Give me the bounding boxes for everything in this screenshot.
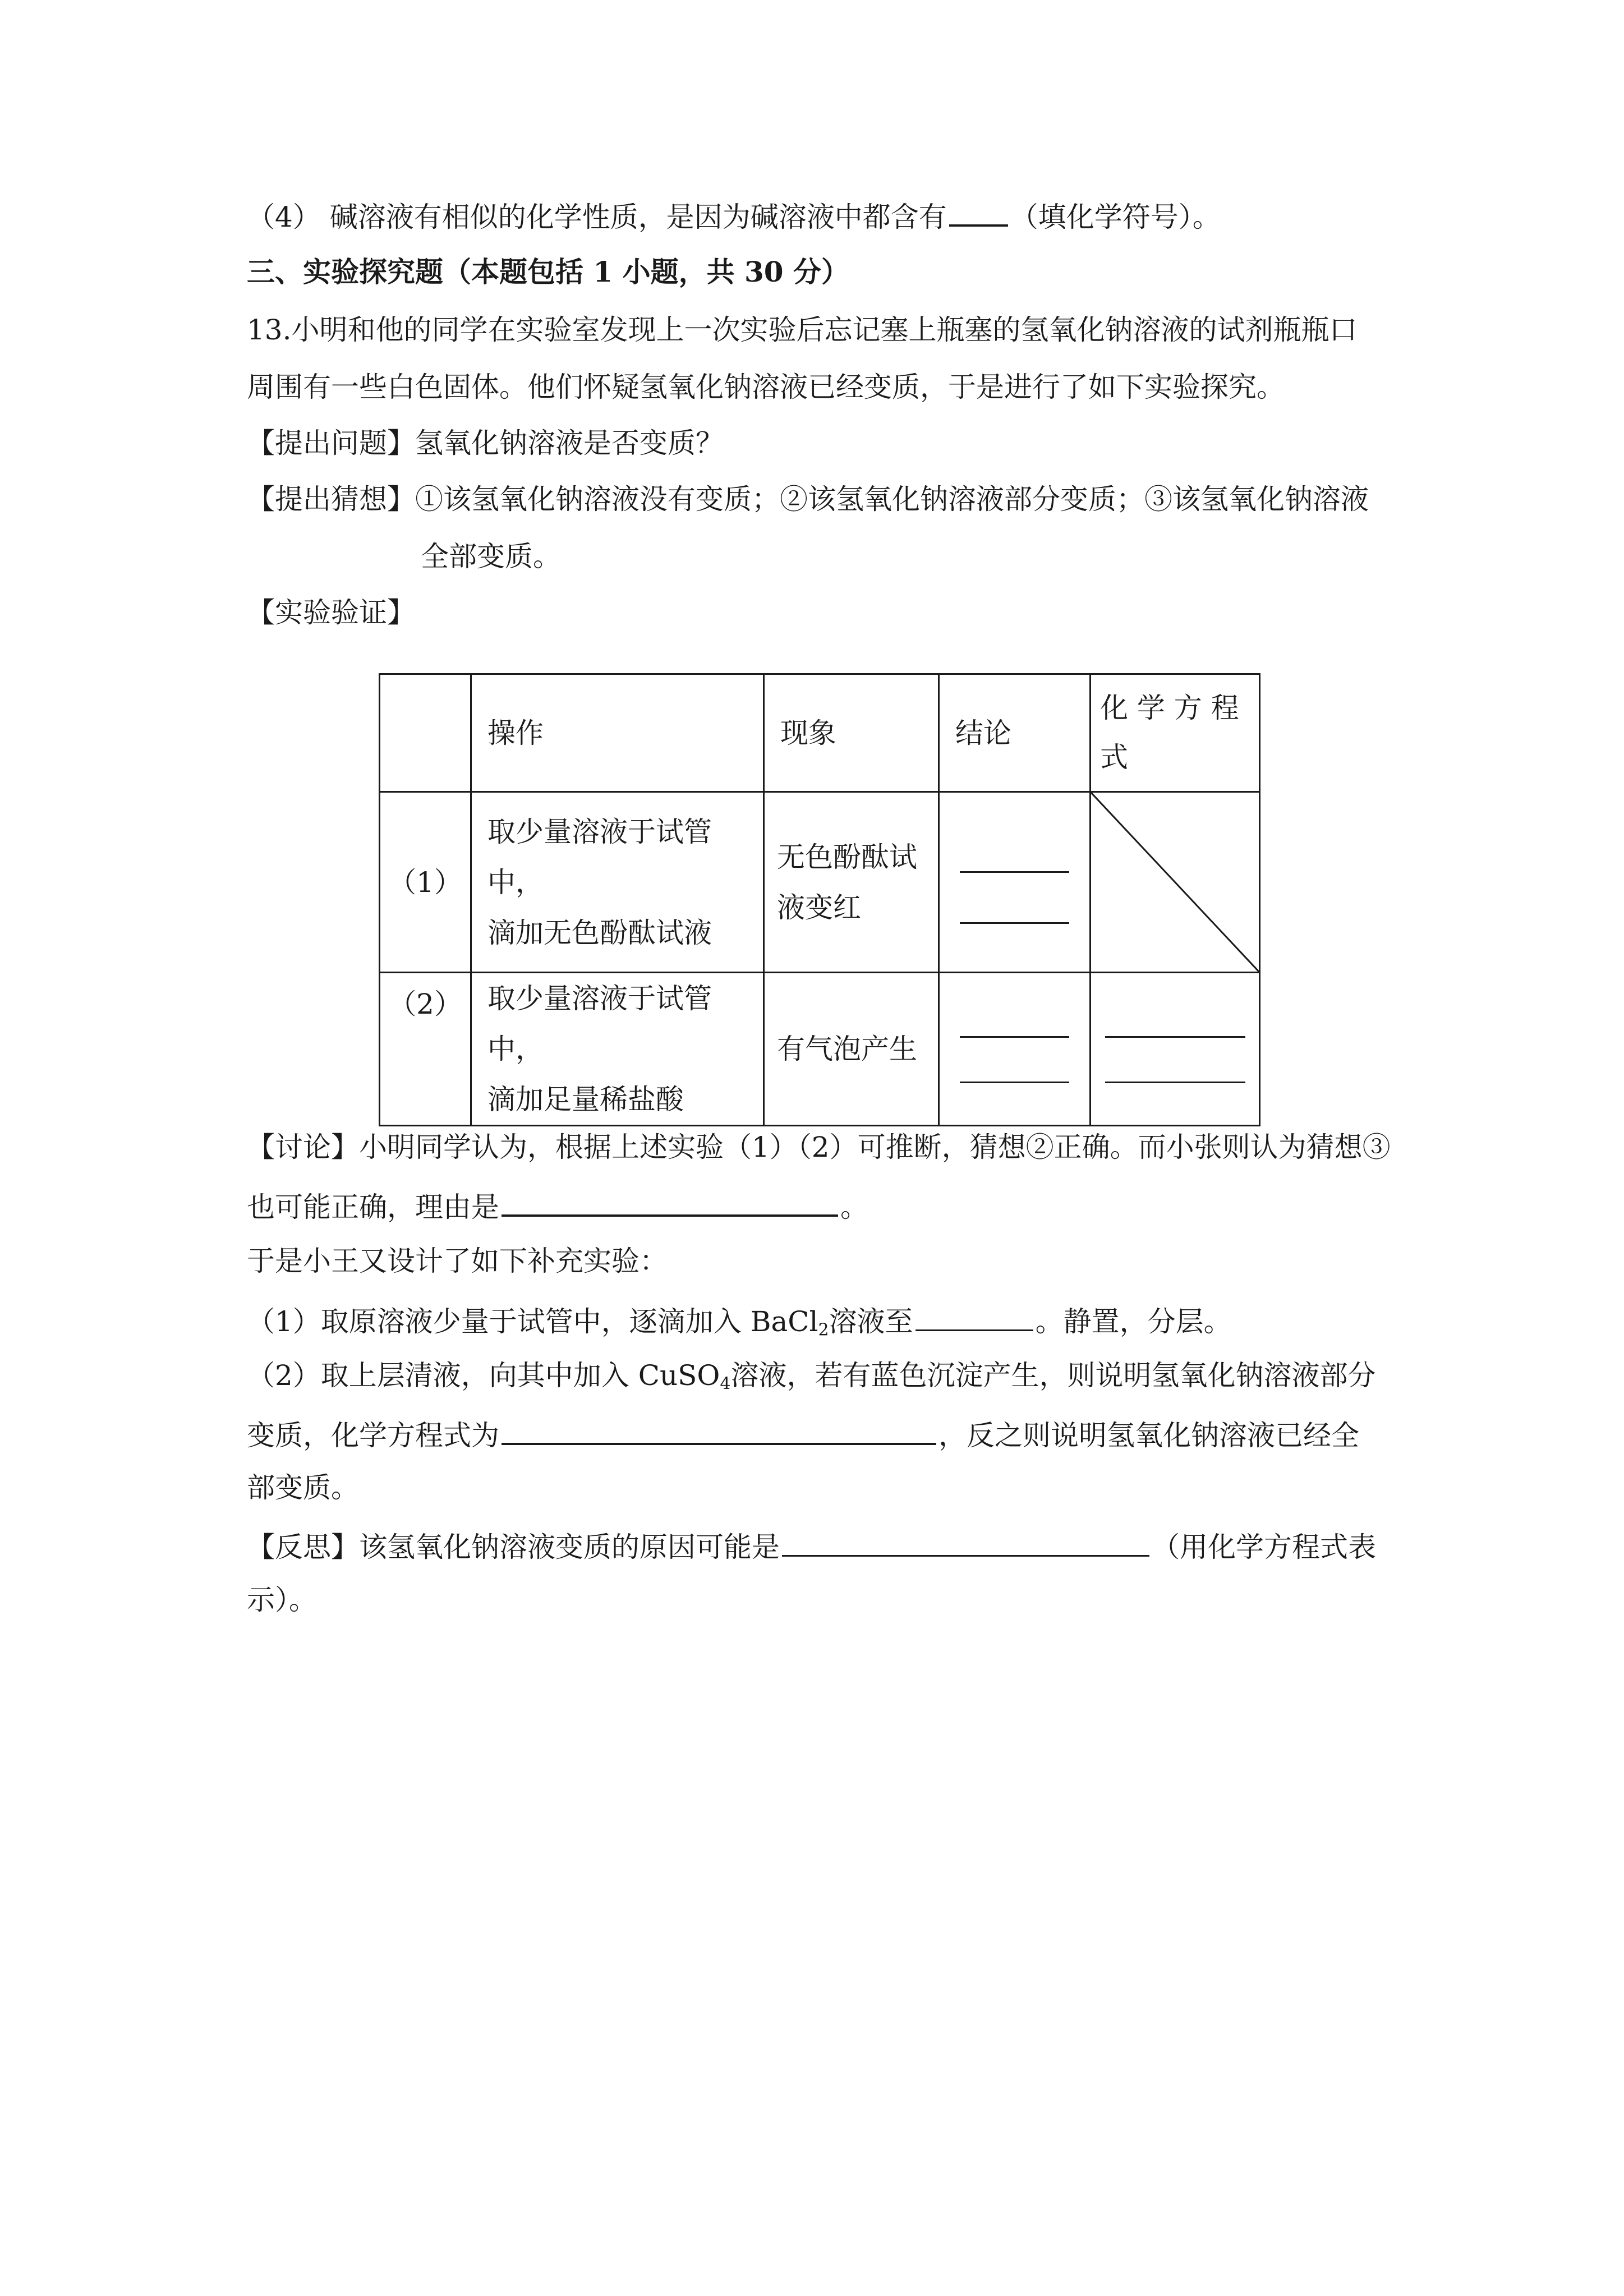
supp2-line2 bbox=[247, 1415, 1359, 1452]
question-raised-label: 【提出问题】 bbox=[247, 427, 415, 459]
hypothesis-line2: 全部变质。 bbox=[421, 540, 561, 573]
discussion-prefix: 也可能正确，理由是 bbox=[247, 1191, 499, 1223]
reflection-blank[interactable] bbox=[782, 1527, 1149, 1557]
row1-conclusion-blank-2[interactable] bbox=[960, 885, 1069, 924]
row2-conclusion-blank-2[interactable] bbox=[960, 1059, 1069, 1083]
q4-line bbox=[247, 196, 1221, 234]
question-raised bbox=[247, 426, 724, 460]
q4-answer-blank[interactable] bbox=[949, 196, 1008, 227]
row1-conclusion bbox=[939, 792, 1091, 973]
q4-suffix: （填化学符号）。 bbox=[1010, 201, 1221, 233]
supp2-equation-blank[interactable] bbox=[502, 1415, 936, 1445]
experiment-table bbox=[379, 673, 1260, 1126]
header-conclusion: 结论 bbox=[939, 674, 1091, 792]
discussion-text: 小明同学认为，根据上述实验（1）（2）可推断，猜想②正确。而小张则认为猜想③ bbox=[359, 1131, 1391, 1163]
row2-operation bbox=[471, 973, 764, 1126]
reflection-line1 bbox=[247, 1527, 1376, 1564]
header-phenomenon: 现象 bbox=[764, 674, 939, 792]
header-equation-line1: 化 学 方 程 bbox=[1100, 692, 1239, 724]
row2-operation-line1: 取少量溶液于试管中， bbox=[487, 982, 712, 1065]
header-operation: 操作 bbox=[471, 674, 764, 792]
supp2-line2-suffix: ，反之则说明氢氧化钠溶液已经全 bbox=[938, 1419, 1359, 1452]
row2-equation-blank-1[interactable] bbox=[1105, 1014, 1245, 1038]
row1-equation-crossed bbox=[1091, 792, 1260, 973]
row1-conclusion-blank-1[interactable] bbox=[960, 834, 1069, 873]
row2-conclusion-blank-1[interactable] bbox=[960, 1014, 1069, 1038]
discussion-line1 bbox=[247, 1130, 1391, 1164]
row2-operation-line2: 滴加足量稀盐酸 bbox=[487, 1083, 684, 1116]
question-raised-text: 氢氧化钠溶液是否变质？ bbox=[415, 427, 724, 459]
supp2-subscript: 4 bbox=[720, 1374, 731, 1394]
supp1-mid: 溶液至 bbox=[829, 1305, 913, 1338]
row1-phenomenon bbox=[764, 792, 939, 973]
supp1-blank[interactable] bbox=[915, 1301, 1033, 1331]
q4-prefix: （4） 碱溶液有相似的化学性质，是因为碱溶液中都含有 bbox=[247, 201, 947, 233]
row1-operation bbox=[471, 792, 764, 973]
supp2-prefix: （2）取上层清液，向其中加入 CuSO bbox=[247, 1359, 720, 1392]
row1-operation-line1: 取少量溶液于试管中， bbox=[487, 815, 712, 899]
row1-phenomenon-line1: 无色酚酞试 bbox=[777, 840, 917, 873]
supp2-line1-suffix: 溶液，若有蓝色沉淀产生，则说明氢氧化钠溶液部分 bbox=[730, 1359, 1376, 1392]
reflection-label: 【反思】 bbox=[247, 1531, 359, 1563]
header-equation-line2: 式 bbox=[1100, 740, 1128, 774]
supp1-subscript: 2 bbox=[818, 1320, 829, 1340]
hypothesis-line1 bbox=[247, 482, 1369, 516]
table-header-row bbox=[380, 674, 1260, 792]
discussion-line2 bbox=[247, 1186, 868, 1224]
table-row bbox=[380, 973, 1260, 1126]
header-empty-cell bbox=[380, 674, 471, 792]
supp2-line3: 部变质。 bbox=[247, 1471, 359, 1504]
section-heading: 三、实验探究题（本题包括 1 小题，共 30 分） bbox=[247, 255, 849, 288]
discussion-reason-blank[interactable] bbox=[502, 1186, 838, 1217]
row1-phenomenon-line2: 液变红 bbox=[777, 891, 861, 924]
row2-equation-blank-2[interactable] bbox=[1105, 1059, 1245, 1083]
table-row bbox=[380, 792, 1260, 973]
diagonal-slash bbox=[1091, 793, 1259, 972]
row2-equation bbox=[1091, 973, 1260, 1126]
row1-number: （1） bbox=[380, 792, 471, 973]
supp1-prefix: （1）取原溶液少量于试管中，逐滴加入 BaCl bbox=[247, 1305, 818, 1338]
supp1-suffix: 。静置，分层。 bbox=[1035, 1305, 1232, 1338]
supp2-line1 bbox=[247, 1359, 1376, 1392]
reflection-prefix: 该氢氧化钠溶液变质的原因可能是 bbox=[359, 1531, 780, 1563]
supplement-intro: 于是小王又设计了如下补充实验： bbox=[247, 1245, 668, 1277]
q13-line1: 13.小明和他的同学在实验室发现上一次实验后忘记塞上瓶塞的氢氧化钠溶液的试剂瓶瓶口 bbox=[247, 314, 1358, 346]
q13-line2: 周围有一些白色固体。他们怀疑氢氧化钠溶液已经变质，于是进行了如下实验探究。 bbox=[247, 371, 1285, 403]
discussion-label: 【讨论】 bbox=[247, 1131, 359, 1163]
row1-operation-line2: 滴加无色酚酞试液 bbox=[487, 916, 712, 949]
supp1-line bbox=[247, 1301, 1232, 1338]
row2-phenomenon: 有气泡产生 bbox=[764, 973, 939, 1126]
reflection-suffix: （用化学方程式表 bbox=[1152, 1531, 1376, 1563]
row2-conclusion bbox=[939, 973, 1091, 1126]
discussion-suffix: 。 bbox=[840, 1191, 868, 1223]
hypothesis-label: 【提出猜想】 bbox=[247, 483, 415, 516]
hypothesis-text: ①该氢氧化钠溶液没有变质；②该氢氧化钠溶液部分变质；③该氢氧化钠溶液 bbox=[415, 483, 1369, 516]
reflection-line2: 示）。 bbox=[247, 1584, 317, 1616]
header-equation bbox=[1091, 674, 1260, 792]
supp2-line2-prefix: 变质，化学方程式为 bbox=[247, 1419, 499, 1452]
verification-label: 【实验验证】 bbox=[247, 596, 415, 629]
row2-number: （2） bbox=[380, 973, 471, 1126]
